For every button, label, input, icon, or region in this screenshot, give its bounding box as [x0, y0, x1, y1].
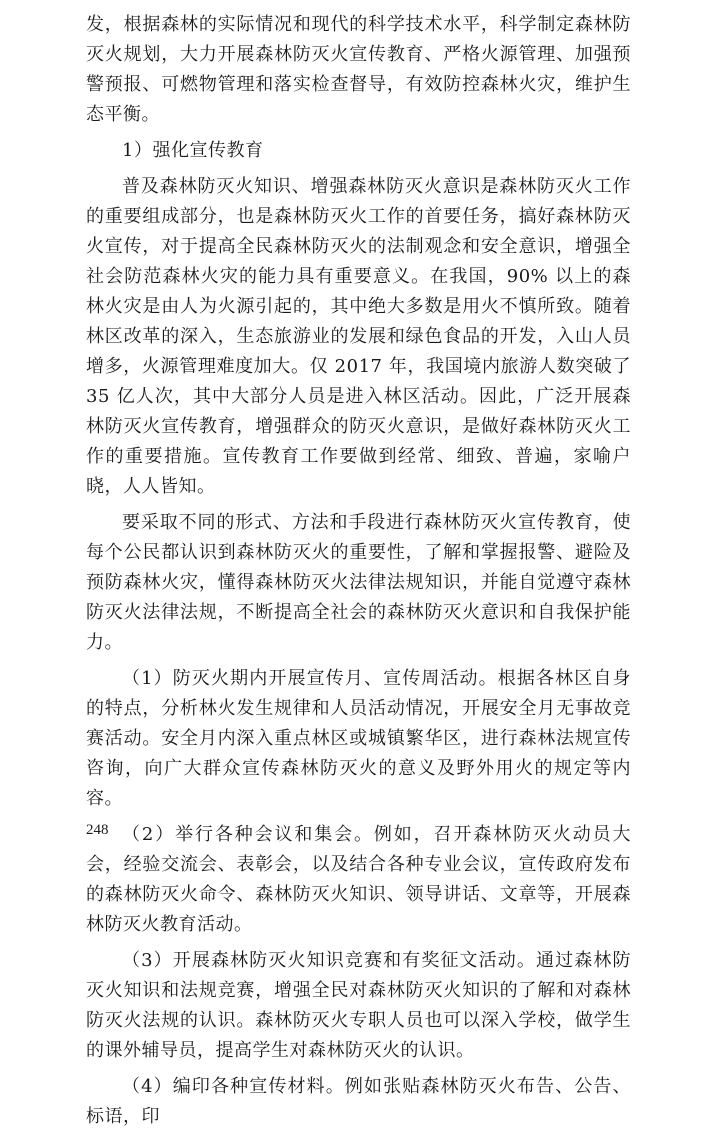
paragraph: 要采取不同的形式、方法和手段进行森林防灭火宣传教育，使每个公民都认识到森林防灭火的重要性，了解和掌握报警、避险及预防森林火灾，懂得森林防灭火法律法规知识，并能自觉遵守森林防灭火法律法规，不断提高全社会的森林防灭火意识和自我保护能力。	[86, 512, 631, 653]
list-item-3: （3）开展森林防灭火知识竞赛和有奖征文活动。通过森林防灭火知识和法规竞赛，增强全民对森林防灭火知识的了解和对森林防灭火法规的认识。森林防灭火专职人员也可以深入学校，做学生的课外辅导员，提高学生对森林防灭火的认识。	[86, 950, 631, 1061]
paragraph-continuation: 发，根据森林的实际情况和现代的科学技术水平，科学制定森林防灭火规划，大力开展森林防灭火宣传教育、严格火源管理、加强预警预报、可燃物管理和落实检查督导，有效防控森林火灾，维护生态平衡。	[86, 14, 631, 125]
paragraph: 普及森林防灭火知识、增强森林防灭火意识是森林防灭火工作的重要组成部分，也是森林防灭火工作的首要任务，搞好森林防灭火宣传，对于提高全民森林防灭火的法制观念和安全意识，增强全社会防范森林火灾的能力具有重要意义。在我国，90% 以上的森林火灾是由人为火源引起的，其中绝大多数是用火不慎所致。随着林区改革的深入，生态旅游业的发展和绿色食品的开发，入山人员增多，火源管理难度加大。仅 2017 年，我国境内旅游人数突破了 35 亿人次，其中大部分人员是进入林区活动。因此，广泛开展森林防灭火宣传教育，增强群众的防灭火意识，是做好森林防灭火工作的重要措施。宣传教育工作要做到经常、细致、普遍，家喻户晓，人人皆知。	[86, 176, 631, 497]
list-item-4: （4）编印各种宣传材料。例如张贴森林防灭火布告、公告、标语，印	[86, 1076, 631, 1127]
section-heading: 1）强化宣传教育	[122, 140, 264, 161]
list-item-1: （1）防灭火期内开展宣传月、宣传周活动。根据各林区自身的特点，分析林火发生规律和人员活动情况，开展安全月无事故竞赛活动。安全月内深入重点林区或城镇繁华区，进行森林法规宣传咨询，向广大群众宣传森林防灭火的意义及野外用火的规定等内容。	[86, 668, 631, 809]
body-text	[86, 10, 631, 1132]
list-item-2: （2）举行各种会议和集会。例如，召开森林防灭火动员大会，经验交流会、表彰会，以及结合各种专业会议，宣传政府发布的森林防灭火命令、森林防灭火知识、领导讲话、文章等，开展森林防灭火教育活动。	[86, 824, 631, 935]
page-number: 248	[86, 822, 109, 838]
